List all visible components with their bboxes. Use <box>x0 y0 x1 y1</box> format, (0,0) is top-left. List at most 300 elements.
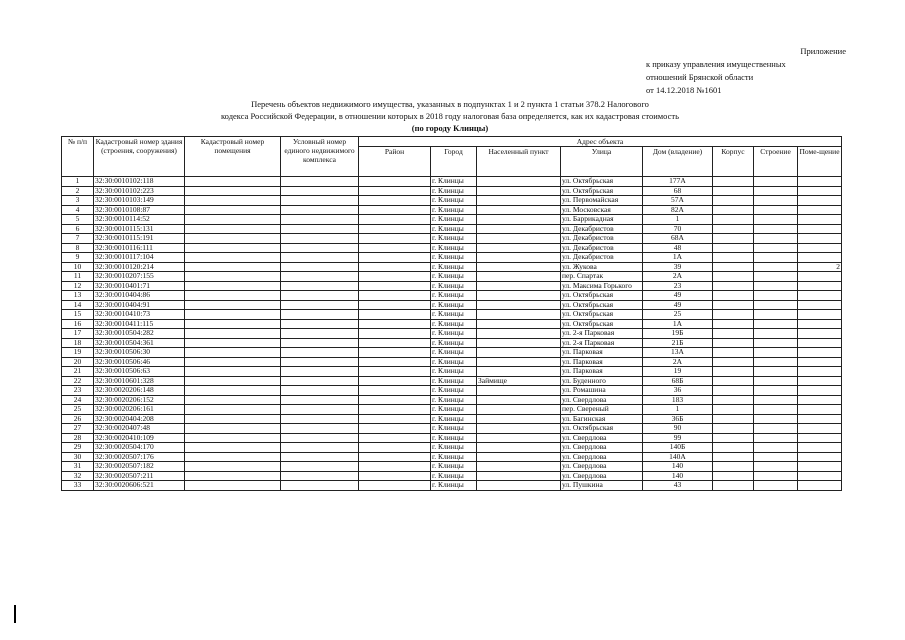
header-city: Город <box>431 147 477 177</box>
row-number: 12 <box>62 281 94 291</box>
house-cell: 36 <box>643 386 713 396</box>
room-cadastral-cell <box>185 386 281 396</box>
district-cell <box>359 386 431 396</box>
settlement-cell <box>477 291 561 301</box>
korpus-cell <box>713 243 754 253</box>
room-cell <box>798 338 842 348</box>
house-cell: 70 <box>643 224 713 234</box>
building-cadastral-cell: 32:30:0010115:191 <box>94 234 185 244</box>
district-cell <box>359 357 431 367</box>
stroenie-cell <box>754 443 798 453</box>
table-row <box>62 329 842 339</box>
row-number: 14 <box>62 300 94 310</box>
row-number: 22 <box>62 376 94 386</box>
room-cadastral-cell <box>185 177 281 187</box>
conditional-number-cell <box>281 367 359 377</box>
house-cell: 43 <box>643 481 713 491</box>
conditional-number-cell <box>281 452 359 462</box>
district-cell <box>359 443 431 453</box>
city-cell: г. Клинцы <box>431 281 477 291</box>
house-cell: 68Б <box>643 376 713 386</box>
district-cell <box>359 224 431 234</box>
row-number: 17 <box>62 329 94 339</box>
conditional-number-cell <box>281 481 359 491</box>
house-cell: 21Б <box>643 338 713 348</box>
city-cell: г. Клинцы <box>431 243 477 253</box>
stroenie-cell <box>754 452 798 462</box>
room-cell <box>798 300 842 310</box>
table-row <box>62 338 842 348</box>
settlement-cell <box>477 186 561 196</box>
house-cell: 1 <box>643 215 713 225</box>
table-row <box>62 424 842 434</box>
row-number: 21 <box>62 367 94 377</box>
building-cadastral-cell: 32:30:0010504:361 <box>94 338 185 348</box>
street-cell: ул. Свердлова <box>561 443 643 453</box>
row-number: 16 <box>62 319 94 329</box>
settlement-cell <box>477 281 561 291</box>
korpus-cell <box>713 433 754 443</box>
room-cell <box>798 224 842 234</box>
conditional-number-cell <box>281 196 359 206</box>
korpus-cell <box>713 310 754 320</box>
district-cell <box>359 405 431 415</box>
appendix-line-2: отношений Брянской области <box>646 72 754 82</box>
room-cadastral-cell <box>185 310 281 320</box>
stroenie-cell <box>754 481 798 491</box>
district-cell <box>359 414 431 424</box>
settlement-cell <box>477 253 561 263</box>
korpus-cell <box>713 224 754 234</box>
room-cell: 2 <box>798 262 842 272</box>
korpus-cell <box>713 205 754 215</box>
header-num: № п/п <box>62 137 94 177</box>
building-cadastral-cell: 32:30:0010404:91 <box>94 300 185 310</box>
conditional-number-cell <box>281 319 359 329</box>
room-cadastral-cell <box>185 481 281 491</box>
header-house: Дом (владение) <box>643 147 713 177</box>
house-cell: 48 <box>643 243 713 253</box>
building-cadastral-cell: 32:30:0010504:282 <box>94 329 185 339</box>
district-cell <box>359 300 431 310</box>
row-number: 30 <box>62 452 94 462</box>
city-cell: г. Клинцы <box>431 310 477 320</box>
table-row <box>62 262 842 272</box>
district-cell <box>359 424 431 434</box>
row-number: 4 <box>62 205 94 215</box>
street-cell: ул. Свердлова <box>561 452 643 462</box>
korpus-cell <box>713 262 754 272</box>
building-cadastral-cell: 32:30:0020404:208 <box>94 414 185 424</box>
district-cell <box>359 452 431 462</box>
header-settlement: Населенный пункт <box>477 147 561 177</box>
row-number: 19 <box>62 348 94 358</box>
street-cell: ул. Парковая <box>561 367 643 377</box>
street-cell: ул. Московская <box>561 205 643 215</box>
settlement-cell <box>477 348 561 358</box>
row-number: 9 <box>62 253 94 263</box>
row-number: 7 <box>62 234 94 244</box>
stroenie-cell <box>754 196 798 206</box>
conditional-number-cell <box>281 338 359 348</box>
row-number: 29 <box>62 443 94 453</box>
building-cadastral-cell: 32:30:0020507:182 <box>94 462 185 472</box>
table-row <box>62 272 842 282</box>
room-cell <box>798 386 842 396</box>
building-cadastral-cell: 32:30:0010103:149 <box>94 196 185 206</box>
room-cadastral-cell <box>185 272 281 282</box>
house-cell: 68А <box>643 234 713 244</box>
city-cell: г. Клинцы <box>431 348 477 358</box>
street-cell: ул. Декабристов <box>561 243 643 253</box>
house-cell: 82А <box>643 205 713 215</box>
settlement-cell: Займище <box>477 376 561 386</box>
street-cell: пер. Свереный <box>561 405 643 415</box>
settlement-cell <box>477 367 561 377</box>
city-cell: г. Клинцы <box>431 367 477 377</box>
room-cadastral-cell <box>185 452 281 462</box>
table-row <box>62 348 842 358</box>
house-cell: 57А <box>643 196 713 206</box>
city-cell: г. Клинцы <box>431 452 477 462</box>
stroenie-cell <box>754 205 798 215</box>
conditional-number-cell <box>281 471 359 481</box>
stroenie-cell <box>754 272 798 282</box>
stroenie-cell <box>754 281 798 291</box>
room-cell <box>798 395 842 405</box>
header-stroenie: Строение <box>754 147 798 177</box>
row-number: 20 <box>62 357 94 367</box>
house-cell: 68 <box>643 186 713 196</box>
room-cadastral-cell <box>185 376 281 386</box>
stroenie-cell <box>754 424 798 434</box>
row-number: 15 <box>62 310 94 320</box>
street-cell: ул. Свердлова <box>561 462 643 472</box>
street-cell: ул. 2-я Парковая <box>561 338 643 348</box>
street-cell: ул. Ромашина <box>561 386 643 396</box>
heading-line-2: кодекса Российской Федерации, в отношении которых в 2018 году налоговая база определяется, как их кадастровая стоимость <box>220 111 679 121</box>
korpus-cell <box>713 186 754 196</box>
table-row <box>62 234 842 244</box>
table-row <box>62 177 842 187</box>
building-cadastral-cell: 32:30:0020206:148 <box>94 386 185 396</box>
conditional-number-cell <box>281 234 359 244</box>
city-cell: г. Клинцы <box>431 395 477 405</box>
room-cadastral-cell <box>185 414 281 424</box>
row-number: 25 <box>62 405 94 415</box>
stroenie-cell <box>754 357 798 367</box>
stroenie-cell <box>754 386 798 396</box>
house-cell: 140Б <box>643 443 713 453</box>
appendix-title: Приложение <box>800 46 846 56</box>
district-cell <box>359 348 431 358</box>
street-cell: ул. Парковая <box>561 348 643 358</box>
city-cell: г. Клинцы <box>431 414 477 424</box>
house-cell: 36Б <box>643 414 713 424</box>
room-cell <box>798 243 842 253</box>
settlement-cell <box>477 462 561 472</box>
stroenie-cell <box>754 215 798 225</box>
korpus-cell <box>713 177 754 187</box>
table-row <box>62 186 842 196</box>
korpus-cell <box>713 215 754 225</box>
city-cell: г. Клинцы <box>431 177 477 187</box>
room-cadastral-cell <box>185 291 281 301</box>
house-cell: 140 <box>643 471 713 481</box>
header-room: Поме-щение <box>798 147 842 177</box>
house-cell: 49 <box>643 291 713 301</box>
city-cell: г. Клинцы <box>431 405 477 415</box>
conditional-number-cell <box>281 262 359 272</box>
street-cell: ул. Первомайская <box>561 196 643 206</box>
city-cell: г. Клинцы <box>431 291 477 301</box>
korpus-cell <box>713 234 754 244</box>
house-cell: 140 <box>643 462 713 472</box>
table-row <box>62 196 842 206</box>
street-cell: ул. Буденного <box>561 376 643 386</box>
korpus-cell <box>713 481 754 491</box>
house-cell: 90 <box>643 424 713 434</box>
district-cell <box>359 462 431 472</box>
table-row <box>62 291 842 301</box>
stroenie-cell <box>754 405 798 415</box>
header-building-cadastral: Кадастровый номер здания (строения, сооружения) <box>94 137 185 177</box>
building-cadastral-cell: 32:30:0020206:161 <box>94 405 185 415</box>
city-cell: г. Клинцы <box>431 329 477 339</box>
house-cell: 1А <box>643 253 713 263</box>
district-cell <box>359 367 431 377</box>
stroenie-cell <box>754 224 798 234</box>
table-row <box>62 471 842 481</box>
building-cadastral-cell: 32:30:0010120:214 <box>94 262 185 272</box>
room-cadastral-cell <box>185 196 281 206</box>
heading-line-1: Перечень объектов недвижимого имущества, указанных в подпунктах 1 и 2 пункта 1 статьи 378.2 Налогового <box>251 99 649 109</box>
room-cadastral-cell <box>185 357 281 367</box>
room-cadastral-cell <box>185 186 281 196</box>
row-number: 2 <box>62 186 94 196</box>
district-cell <box>359 376 431 386</box>
korpus-cell <box>713 462 754 472</box>
conditional-number-cell <box>281 272 359 282</box>
street-cell: ул. Свердлова <box>561 433 643 443</box>
table-row <box>62 300 842 310</box>
stroenie-cell <box>754 376 798 386</box>
building-cadastral-cell: 32:30:0020206:152 <box>94 395 185 405</box>
district-cell <box>359 186 431 196</box>
settlement-cell <box>477 300 561 310</box>
room-cadastral-cell <box>185 243 281 253</box>
district-cell <box>359 291 431 301</box>
stroenie-cell <box>754 348 798 358</box>
settlement-cell <box>477 452 561 462</box>
room-cell <box>798 196 842 206</box>
settlement-cell <box>477 310 561 320</box>
korpus-cell <box>713 338 754 348</box>
korpus-cell <box>713 443 754 453</box>
korpus-cell <box>713 471 754 481</box>
house-cell: 140А <box>643 452 713 462</box>
settlement-cell <box>477 405 561 415</box>
city-cell: г. Клинцы <box>431 300 477 310</box>
city-cell: г. Клинцы <box>431 376 477 386</box>
house-cell: 49 <box>643 300 713 310</box>
room-cell <box>798 310 842 320</box>
korpus-cell <box>713 300 754 310</box>
room-cell <box>798 281 842 291</box>
settlement-cell <box>477 471 561 481</box>
korpus-cell <box>713 395 754 405</box>
table-row <box>62 405 842 415</box>
room-cadastral-cell <box>185 348 281 358</box>
city-cell: г. Клинцы <box>431 319 477 329</box>
settlement-cell <box>477 433 561 443</box>
korpus-cell <box>713 367 754 377</box>
room-cadastral-cell <box>185 329 281 339</box>
room-cadastral-cell <box>185 253 281 263</box>
house-cell: 39 <box>643 262 713 272</box>
building-cadastral-cell: 32:30:0010411:115 <box>94 319 185 329</box>
building-cadastral-cell: 32:30:0010506:46 <box>94 357 185 367</box>
table-row <box>62 243 842 253</box>
korpus-cell <box>713 357 754 367</box>
building-cadastral-cell: 32:30:0010207:155 <box>94 272 185 282</box>
table-row <box>62 462 842 472</box>
row-number: 26 <box>62 414 94 424</box>
conditional-number-cell <box>281 310 359 320</box>
street-cell: ул. 2-я Парковая <box>561 329 643 339</box>
stroenie-cell <box>754 177 798 187</box>
house-cell: 99 <box>643 433 713 443</box>
city-cell: г. Клинцы <box>431 357 477 367</box>
building-cadastral-cell: 32:30:0010506:30 <box>94 348 185 358</box>
building-cadastral-cell: 32:30:0010601:328 <box>94 376 185 386</box>
stroenie-cell <box>754 462 798 472</box>
row-number: 1 <box>62 177 94 187</box>
building-cadastral-cell: 32:30:0010102:118 <box>94 177 185 187</box>
room-cell <box>798 481 842 491</box>
stroenie-cell <box>754 262 798 272</box>
city-cell: г. Клинцы <box>431 196 477 206</box>
conditional-number-cell <box>281 177 359 187</box>
conditional-number-cell <box>281 462 359 472</box>
street-cell: ул. Октябрьская <box>561 177 643 187</box>
korpus-cell <box>713 405 754 415</box>
building-cadastral-cell: 32:30:0010506:63 <box>94 367 185 377</box>
settlement-cell <box>477 424 561 434</box>
conditional-number-cell <box>281 243 359 253</box>
room-cadastral-cell <box>185 224 281 234</box>
header-korpus: Корпус <box>713 147 754 177</box>
room-cell <box>798 348 842 358</box>
house-cell: 23 <box>643 281 713 291</box>
district-cell <box>359 253 431 263</box>
conditional-number-cell <box>281 348 359 358</box>
table-body <box>62 177 842 491</box>
room-cadastral-cell <box>185 443 281 453</box>
room-cadastral-cell <box>185 405 281 415</box>
conditional-number-cell <box>281 215 359 225</box>
settlement-cell <box>477 319 561 329</box>
row-number: 11 <box>62 272 94 282</box>
korpus-cell <box>713 424 754 434</box>
settlement-cell <box>477 205 561 215</box>
room-cell <box>798 253 842 263</box>
district-cell <box>359 338 431 348</box>
room-cell <box>798 414 842 424</box>
city-cell: г. Клинцы <box>431 234 477 244</box>
row-number: 27 <box>62 424 94 434</box>
house-cell: 13А <box>643 348 713 358</box>
settlement-cell <box>477 272 561 282</box>
appendix-line-1: к приказу управления имущественных <box>646 59 786 69</box>
stroenie-cell <box>754 433 798 443</box>
room-cell <box>798 443 842 453</box>
building-cadastral-cell: 32:30:0020504:170 <box>94 443 185 453</box>
room-cadastral-cell <box>185 462 281 472</box>
city-cell: г. Клинцы <box>431 338 477 348</box>
table-row <box>62 443 842 453</box>
conditional-number-cell <box>281 376 359 386</box>
city-cell: г. Клинцы <box>431 386 477 396</box>
city-cell: г. Клинцы <box>431 462 477 472</box>
district-cell <box>359 310 431 320</box>
stroenie-cell <box>754 471 798 481</box>
city-cell: г. Клинцы <box>431 186 477 196</box>
stroenie-cell <box>754 186 798 196</box>
room-cadastral-cell <box>185 319 281 329</box>
property-table <box>61 136 842 491</box>
korpus-cell <box>713 329 754 339</box>
korpus-cell <box>713 291 754 301</box>
street-cell: ул. Октябрьская <box>561 291 643 301</box>
building-cadastral-cell: 32:30:0020507:176 <box>94 452 185 462</box>
room-cell <box>798 433 842 443</box>
row-number: 6 <box>62 224 94 234</box>
stroenie-cell <box>754 414 798 424</box>
row-number: 10 <box>62 262 94 272</box>
table-row <box>62 215 842 225</box>
house-cell: 25 <box>643 310 713 320</box>
room-cell <box>798 272 842 282</box>
header-street: Улица <box>561 147 643 177</box>
room-cell <box>798 367 842 377</box>
city-cell: г. Клинцы <box>431 215 477 225</box>
conditional-number-cell <box>281 395 359 405</box>
building-cadastral-cell: 32:30:0020606:521 <box>94 481 185 491</box>
settlement-cell <box>477 357 561 367</box>
district-cell <box>359 395 431 405</box>
district-cell <box>359 471 431 481</box>
table-row <box>62 319 842 329</box>
district-cell <box>359 177 431 187</box>
korpus-cell <box>713 348 754 358</box>
room-cadastral-cell <box>185 424 281 434</box>
room-cadastral-cell <box>185 395 281 405</box>
room-cadastral-cell <box>185 300 281 310</box>
settlement-cell <box>477 215 561 225</box>
building-cadastral-cell: 32:30:0010114:52 <box>94 215 185 225</box>
building-cadastral-cell: 32:30:0010117:104 <box>94 253 185 263</box>
street-cell: ул. Декабристов <box>561 253 643 263</box>
heading-city: (по городу Клинцы) <box>411 123 489 133</box>
settlement-cell <box>477 329 561 339</box>
room-cell <box>798 215 842 225</box>
street-cell: ул. Парковая <box>561 357 643 367</box>
table-row <box>62 395 842 405</box>
room-cadastral-cell <box>185 367 281 377</box>
row-number: 28 <box>62 433 94 443</box>
room-cell <box>798 234 842 244</box>
